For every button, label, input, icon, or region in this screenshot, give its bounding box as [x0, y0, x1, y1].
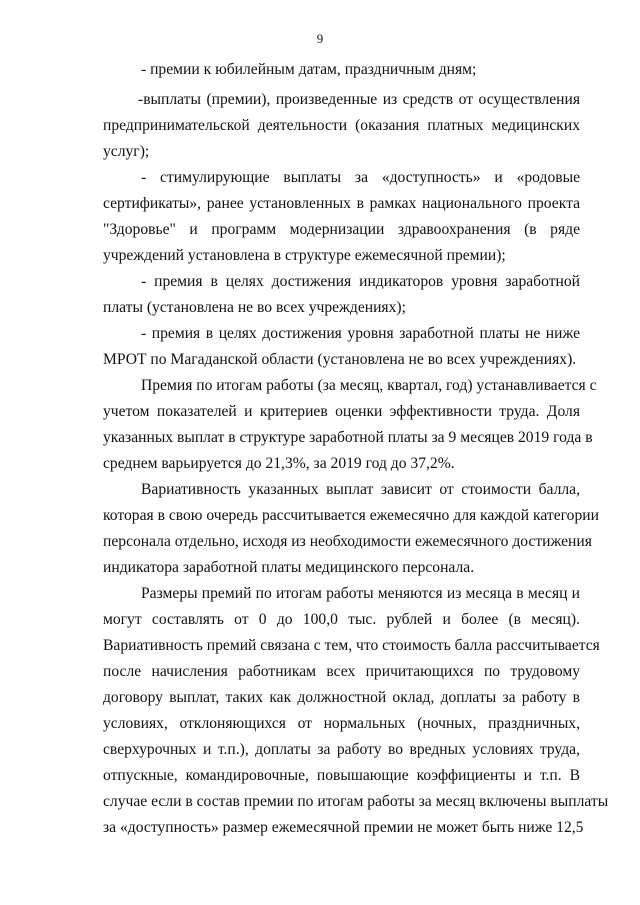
text-line: персонала отдельно, исходя из необходимости ежемесячного достижения: [103, 533, 592, 550]
text-line: договору выплат, таких как должностной оклад, доплаты за работу в: [103, 689, 580, 706]
text-line: условиях, отклоняющихся от нормальных (ночных, праздничных,: [103, 715, 580, 732]
text-line: платы (установлена не во всех учреждениях);: [103, 299, 406, 316]
text-line: могут составлять от 0 до 100,0 тыс. рублей и более (в месяц).: [103, 611, 580, 628]
text-line: указанных выплат в структуре заработной платы за 9 месяцев 2019 года в: [103, 429, 593, 446]
text-line: предпринимательской деятельности (оказания платных медицинских: [103, 117, 580, 134]
text-line: услуг);: [103, 143, 150, 160]
text-line: учреждений установлена в структуре ежемесячной премии);: [103, 247, 506, 264]
text-line: - премия в целях достижения индикаторов уровня заработной: [141, 273, 580, 290]
text-line: - премии к юбилейным датам, праздничным дням;: [141, 61, 477, 78]
text-line: сертификаты», ранее установленных в рамках национального проекта: [103, 195, 580, 212]
text-line: - стимулирующие выплаты за «доступность» и «родовые: [141, 169, 580, 186]
text-line: учетом показателей и критериев оценки эффективности труда. Доля: [103, 403, 580, 420]
text-line: -выплаты (премии), произведенные из средств от осуществления: [138, 91, 580, 108]
text-line: отпускные, командировочные, повышающие коэффициенты и т.п. В: [103, 767, 580, 784]
text-line: после начисления работникам всех причитающихся по трудовому: [103, 663, 580, 680]
text-line: которая в свою очередь рассчитывается ежемесячно для каждой категории: [103, 507, 599, 524]
text-line: "Здоровье" и программ модернизации здравоохранения (в ряде: [103, 221, 580, 238]
text-line: сверхурочных и т.п.), доплаты за работу во вредных условиях труда,: [103, 741, 580, 758]
page-number: 9: [316, 31, 324, 46]
text-line: случае если в состав премии по итогам работы за месяц включены выплаты: [103, 793, 609, 810]
text-line: за «доступность» размер ежемесячной премии не может быть ниже 12,5: [103, 819, 584, 836]
text-line: - премия в целях достижения уровня заработной платы не ниже: [141, 325, 580, 342]
text-line: Вариативность премий связана с тем, что стоимость балла рассчитывается: [103, 637, 600, 654]
text-line: индикатора заработной платы медицинского персонала.: [103, 559, 475, 576]
text-line: Вариативность указанных выплат зависит от стоимости балла,: [141, 481, 580, 498]
text-line: Размеры премий по итогам работы меняются из месяца в месяц и: [141, 585, 580, 602]
text-line: Премия по итогам работы (за месяц, квартал, год) устанавливается с: [141, 377, 597, 394]
text-line: среднем варьируется до 21,3%, за 2019 год до 37,2%.: [103, 455, 455, 472]
text-line: МРОТ по Магаданской области (установлена не во всех учреждениях).: [103, 351, 577, 368]
